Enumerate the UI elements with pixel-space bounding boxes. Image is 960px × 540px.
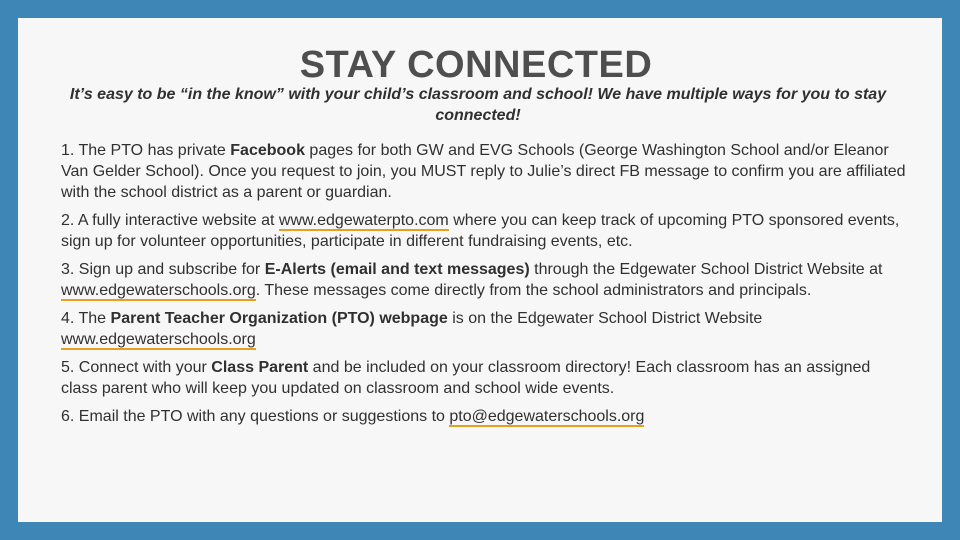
edgewaterschools-link[interactable]: www.edgewaterschools.org xyxy=(61,282,256,299)
list-item-e-alerts xyxy=(61,259,911,301)
item-text: and be included on your classroom directory! Each classroom has an assigned class parent who will keep you updated on classroom and school wide events. xyxy=(61,359,871,397)
item-text: 4. The xyxy=(61,310,111,327)
item-text: where you can keep track of upcoming PTO sponsored events, sign up for volunteer opportunities, participate in different fundraising events, etc. xyxy=(61,212,900,250)
edgewaterschools-link[interactable]: www.edgewaterschools.org xyxy=(61,331,256,348)
item-text: 1. The PTO has private xyxy=(61,142,231,159)
item-bold-text: Facebook xyxy=(230,142,305,159)
slide-panel xyxy=(18,18,942,522)
item-text: is on the Edgewater School District Website xyxy=(447,310,763,327)
item-text: through the Edgewater School District Website at xyxy=(529,261,883,278)
list-item-email xyxy=(61,406,911,427)
item-text: 3. Sign up and subscribe for xyxy=(61,261,265,278)
page-subtitle: It’s easy to be “in the know” with your child’s classroom and school! We have multiple ways for you to stay connected! xyxy=(69,86,887,124)
item-bold-text: Class Parent xyxy=(211,359,309,376)
page-title: STAY CONNECTED xyxy=(299,44,653,86)
item-text: 6. Email the PTO with any questions or suggestions to xyxy=(61,408,450,425)
list-item-pto-webpage xyxy=(61,308,911,350)
item-bold-text: Parent Teacher Organization (PTO) webpage xyxy=(110,310,448,327)
pto-email-link[interactable]: pto@edgewaterschools.org xyxy=(449,408,645,425)
item-text: pages for both GW and EVG Schools (George Washington School and/or Eleanor Van Gelder School). Once you request to join, you MUST reply to Julie’s direct FB message to confirm you are affiliated with the school district as a parent or guardian. xyxy=(61,142,906,201)
item-text: . These messages come directly from the school administrators and principals. xyxy=(255,282,812,299)
item-bold-text: E-Alerts (email and text messages) xyxy=(264,261,530,278)
list-item-class-parent xyxy=(61,357,911,399)
item-text: 5. Connect with your xyxy=(61,359,212,376)
item-text: 2. A fully interactive website at xyxy=(61,212,279,229)
list-item-facebook xyxy=(61,140,911,203)
list-item-website xyxy=(61,210,911,252)
info-list xyxy=(61,140,911,434)
edgewaterpto-link[interactable]: www.edgewaterpto.com xyxy=(278,212,449,229)
